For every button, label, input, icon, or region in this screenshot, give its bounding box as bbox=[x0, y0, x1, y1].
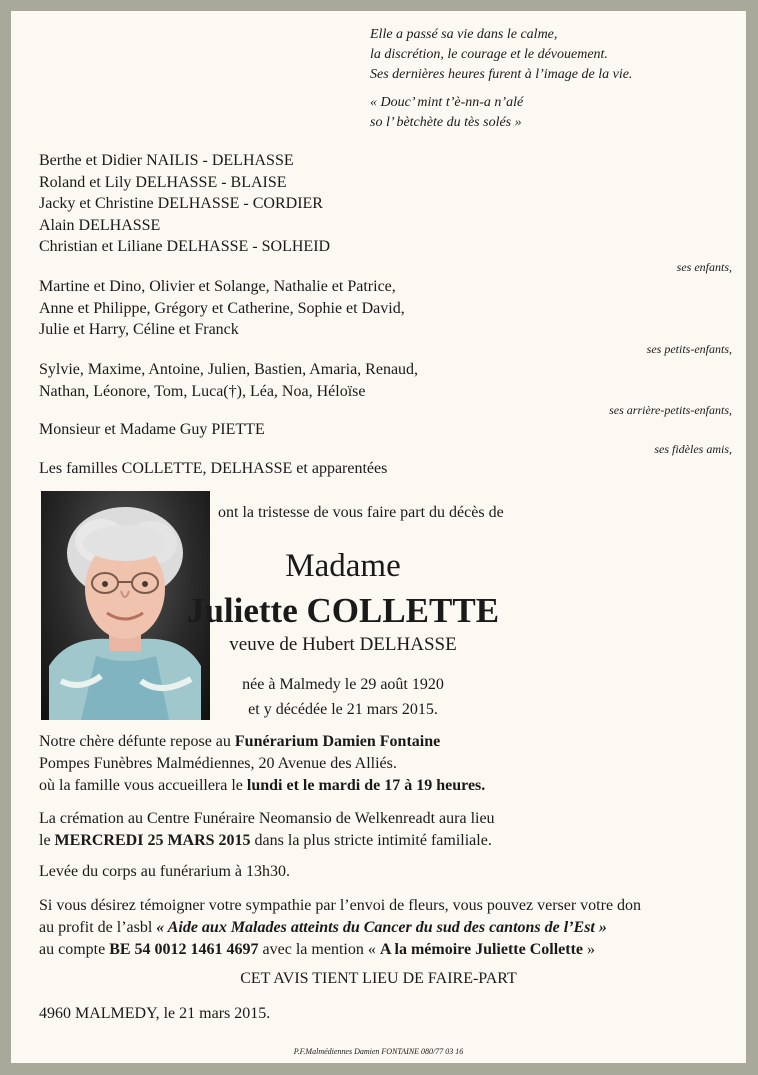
donation-mention: A la mémoire Juliette Collette bbox=[379, 941, 584, 958]
funerarium-address: Pompes Funèbres Malmédiennes, 20 Avenue des Alliés. bbox=[39, 755, 397, 772]
deceased-widow-of: veuve de Hubert DELHASSE bbox=[229, 634, 457, 655]
family-line: Martine et Dino, Olivier et Solange, Nathalie et Patrice, bbox=[39, 278, 396, 295]
deceased-birth: née à Malmedy le 29 août 1920 bbox=[242, 676, 444, 693]
epigraph-line: Ses dernières heures furent à l’image de la vie. bbox=[370, 67, 633, 82]
family-line: Berthe et Didier NAILIS - DELHASSE bbox=[39, 152, 294, 169]
family-line: Alain DELHASSE bbox=[39, 216, 161, 234]
text-span: au compte bbox=[39, 941, 110, 958]
visiting-hours: lundi et le mardi de 17 à 19 heures. bbox=[246, 777, 486, 794]
funerarium-name: Funérarium Damien Fontaine bbox=[234, 733, 441, 750]
obituary-card bbox=[11, 11, 746, 1063]
text-span: dans la plus stricte intimité familiale. bbox=[250, 832, 492, 849]
notice-line: CET AVIS TIENT LIEU DE FAIRE-PART bbox=[240, 970, 517, 987]
family-line: Nathan, Léonore, Tom, Luca(†), Léa, Noa, Héloïse bbox=[39, 382, 366, 400]
paragraph-levee: Levée du corps au funérarium à 13h30. bbox=[39, 863, 291, 880]
walloon-quote bbox=[370, 93, 523, 133]
text-span: Notre chère défunte repose au bbox=[39, 733, 235, 750]
grandchildren-list bbox=[39, 276, 405, 341]
epigraph bbox=[370, 25, 632, 85]
friends-list bbox=[39, 419, 265, 441]
text-span: » bbox=[583, 941, 596, 958]
children-list bbox=[39, 150, 330, 258]
charity-name: « Aide aux Malades atteints du Cancer du sud des cantons de l’Est » bbox=[156, 919, 607, 936]
family-line: Monsieur et Madame Guy PIETTE bbox=[39, 421, 265, 438]
bank-account: BE 54 0012 1461 4697 bbox=[109, 941, 259, 958]
deceased-name: Juliette COLLETTE bbox=[186, 591, 500, 630]
cremation-date: MERCREDI 25 MARS 2015 bbox=[54, 832, 251, 849]
paragraph-donation bbox=[39, 895, 641, 961]
friends-role: ses fidèles amis, bbox=[654, 442, 732, 456]
epigraph-line: Elle a passé sa vie dans le calme, bbox=[370, 27, 558, 42]
grandchildren-role: ses petits-enfants, bbox=[646, 342, 732, 356]
funeral-home-footer: P.F.Malmédiennes Damien FONTAINE 080/77 03 16 bbox=[293, 1047, 464, 1056]
text-span: le bbox=[39, 832, 55, 849]
place-date: 4960 MALMEDY, le 21 mars 2015. bbox=[39, 1005, 271, 1022]
paragraph-funerarium bbox=[39, 731, 485, 797]
great-grandchildren-list bbox=[39, 359, 418, 402]
cremation-line: La crémation au Centre Funéraire Neomansio de Welkenreadt aura lieu bbox=[39, 810, 495, 827]
family-line: Sylvie, Maxime, Antoine, Julien, Bastien, Amaria, Renaud, bbox=[39, 361, 419, 378]
donation-line: Si vous désirez témoigner votre sympathie par l’envoi de fleurs, vous pouvez verser votre don bbox=[39, 897, 642, 914]
families-line: Les familles COLLETTE, DELHASSE et apparentées bbox=[39, 460, 388, 477]
text-span: au profit de l’asbl bbox=[39, 919, 157, 936]
family-line: Jacky et Christine DELHASSE - CORDIER bbox=[39, 195, 323, 212]
family-line: Anne et Philippe, Grégory et Catherine, Sophie et David, bbox=[39, 299, 405, 317]
paragraph-cremation bbox=[39, 808, 495, 852]
family-line: Julie et Harry, Céline et Franck bbox=[39, 321, 239, 338]
deceased-death: et y décédée le 21 mars 2015. bbox=[248, 701, 438, 718]
family-line: Christian et Liliane DELHASSE - SOLHEID bbox=[39, 238, 331, 255]
walloon-line: « Douc’ mint t’è-nn-a n’alé bbox=[370, 95, 524, 110]
epigraph-line: la discrétion, le courage et le dévouement. bbox=[370, 47, 608, 62]
walloon-line: so l’ bètchète du tès solés » bbox=[370, 115, 522, 130]
great-grandchildren-role: ses arrière-petits-enfants, bbox=[609, 403, 732, 417]
text-span: où la famille vous accueillera le bbox=[39, 777, 247, 794]
family-line: Roland et Lily DELHASSE - BLAISE bbox=[39, 173, 287, 191]
deceased-title: Madame bbox=[285, 548, 401, 584]
children-role: ses enfants, bbox=[676, 260, 732, 274]
text-span: avec la mention « bbox=[258, 941, 380, 958]
announcement-line: ont la tristesse de vous faire part du décès de bbox=[218, 504, 504, 521]
